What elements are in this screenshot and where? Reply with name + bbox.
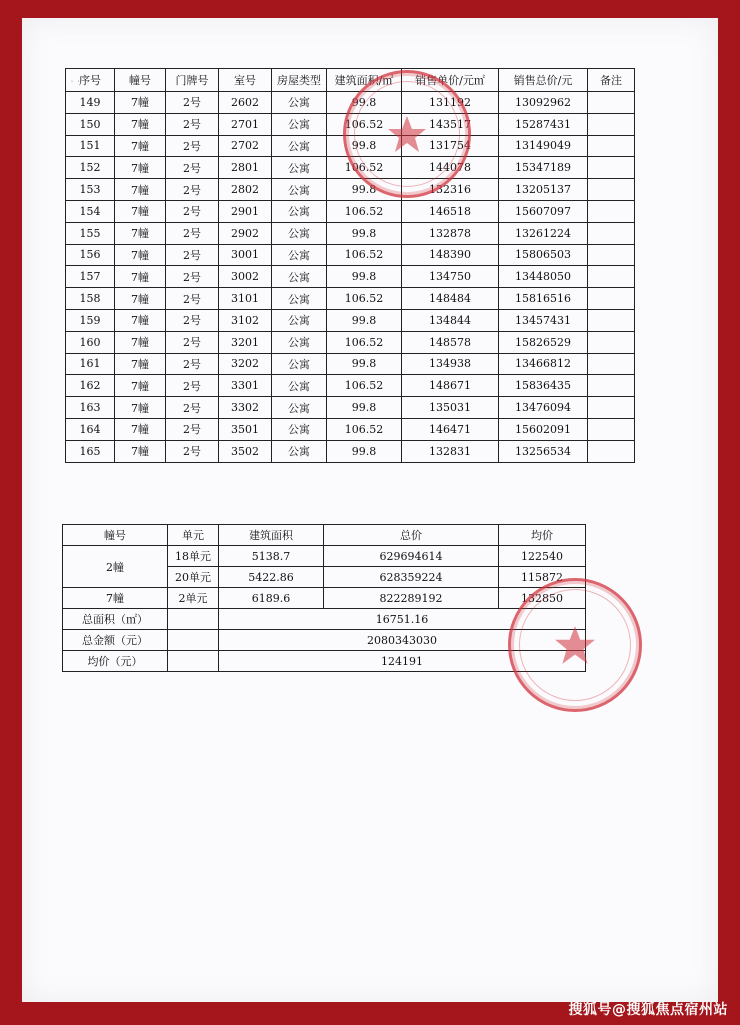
door-cell: 2号 [166,353,219,375]
area-cell: 106.52 [327,331,402,353]
unit-price-cell: 134938 [402,353,499,375]
summary-area-cell: 5138.7 [219,546,324,567]
col-header-type: 房屋类型 [272,69,327,92]
building-cell: 7幢 [115,397,166,419]
table-row [66,157,635,179]
table-row [66,244,635,266]
room-cell: 3102 [219,309,272,331]
area-cell: 106.52 [327,288,402,310]
remark-cell [588,200,635,222]
door-cell: 2号 [166,200,219,222]
type-cell: 公寓 [272,157,327,179]
type-cell: 公寓 [272,222,327,244]
seq-cell: 161 [66,353,115,375]
total-area-row [63,609,586,630]
room-cell: 2602 [219,92,272,114]
building-cell: 7幢 [115,135,166,157]
door-cell: 2号 [166,331,219,353]
remark-cell [588,179,635,201]
room-cell: 3301 [219,375,272,397]
table-row [66,331,635,353]
type-cell: 公寓 [272,331,327,353]
remark-cell [588,375,635,397]
unit-price-cell: 144078 [402,157,499,179]
unit-price-table [65,68,635,463]
total-price-cell: 13092962 [499,92,588,114]
table-header-row [66,69,635,92]
seq-cell: 153 [66,179,115,201]
building-cell: 7幢 [115,418,166,440]
area-cell: 99.8 [327,309,402,331]
remark-cell [588,288,635,310]
building-cell: 7幢 [115,331,166,353]
table-row [66,309,635,331]
total-amount-label: 总金额（元） [63,630,168,651]
door-cell: 2号 [166,113,219,135]
room-cell: 3201 [219,331,272,353]
seq-cell: 163 [66,397,115,419]
seq-cell: 150 [66,113,115,135]
col-header-door: 门牌号 [166,69,219,92]
type-cell: 公寓 [272,92,327,114]
building-cell: 7幢 [115,179,166,201]
seq-cell: 158 [66,288,115,310]
total-area-label: 总面积（㎡） [63,609,168,630]
area-cell: 99.8 [327,353,402,375]
summary-unit-cell: 2单元 [168,588,219,609]
door-cell: 2号 [166,440,219,462]
room-cell: 3101 [219,288,272,310]
unit-price-cell: 148578 [402,331,499,353]
unit-price-cell: 148484 [402,288,499,310]
building-cell: 7幢 [115,266,166,288]
total-price-cell: 13457431 [499,309,588,331]
door-cell: 2号 [166,179,219,201]
avg-price-row [63,651,586,672]
total-price-cell: 13466812 [499,353,588,375]
type-cell: 公寓 [272,418,327,440]
room-cell: 2701 [219,113,272,135]
table-row [66,375,635,397]
total-price-cell: 13448050 [499,266,588,288]
unit-price-cell: 146518 [402,200,499,222]
door-cell: 2号 [166,309,219,331]
total-price-cell: 13256534 [499,440,588,462]
building-cell: 7幢 [115,288,166,310]
seq-cell: 152 [66,157,115,179]
seq-cell: 159 [66,309,115,331]
building-cell: 7幢 [115,440,166,462]
remark-cell [588,157,635,179]
total-area-value: 16751.16 [219,609,586,630]
empty-cell [168,630,219,651]
type-cell: 公寓 [272,375,327,397]
remark-cell [588,440,635,462]
summary-unit-cell: 20单元 [168,567,219,588]
unit-price-cell: 132878 [402,222,499,244]
remark-cell [588,353,635,375]
summary-header-building: 幢号 [63,525,168,546]
building-cell: 7幢 [115,353,166,375]
area-cell: 106.52 [327,418,402,440]
scan-speck: ˙ ˙ [70,80,81,89]
table-row [66,353,635,375]
type-cell: 公寓 [272,135,327,157]
avg-price-value: 124191 [219,651,586,672]
area-cell: 99.8 [327,440,402,462]
summary-header-row [63,525,586,546]
total-price-cell: 15347189 [499,157,588,179]
table-row [66,222,635,244]
total-price-cell: 13205137 [499,179,588,201]
remark-cell [588,92,635,114]
unit-price-cell: 134844 [402,309,499,331]
type-cell: 公寓 [272,179,327,201]
door-cell: 2号 [166,418,219,440]
door-cell: 2号 [166,92,219,114]
total-price-cell: 15602091 [499,418,588,440]
col-header-building: 幢号 [115,69,166,92]
col-header-unit-price: 销售单价/元㎡ [402,69,499,92]
summary-area-cell: 5422.86 [219,567,324,588]
unit-price-cell: 132316 [402,179,499,201]
remark-cell [588,135,635,157]
room-cell: 2702 [219,135,272,157]
building-cell: 7幢 [115,244,166,266]
col-header-remark: 备注 [588,69,635,92]
area-cell: 106.52 [327,200,402,222]
remark-cell [588,397,635,419]
empty-cell [168,651,219,672]
unit-price-cell: 148390 [402,244,499,266]
summary-table [62,524,586,672]
room-cell: 2801 [219,157,272,179]
area-cell: 99.8 [327,92,402,114]
type-cell: 公寓 [272,353,327,375]
total-price-cell: 15816516 [499,288,588,310]
room-cell: 3502 [219,440,272,462]
building-cell: 7幢 [115,92,166,114]
area-cell: 99.8 [327,397,402,419]
summary-header-unit: 单元 [168,525,219,546]
door-cell: 2号 [166,375,219,397]
room-cell: 3202 [219,353,272,375]
table-row [66,418,635,440]
remark-cell [588,113,635,135]
table-row [66,440,635,462]
remark-cell [588,309,635,331]
seq-cell: 160 [66,331,115,353]
type-cell: 公寓 [272,309,327,331]
table-body [66,92,635,463]
unit-price-cell: 148671 [402,375,499,397]
table-row [66,135,635,157]
unit-price-cell: 131192 [402,92,499,114]
unit-price-cell: 131754 [402,135,499,157]
summary-total-cell: 628359224 [324,567,499,588]
col-header-total-price: 销售总价/元 [499,69,588,92]
seq-cell: 157 [66,266,115,288]
table-row [66,113,635,135]
summary-avg-cell: 132850 [499,588,586,609]
area-cell: 106.52 [327,375,402,397]
room-cell: 3501 [219,418,272,440]
area-cell: 99.8 [327,222,402,244]
total-amount-value: 2080343030 [219,630,586,651]
building-cell: 7幢 [115,200,166,222]
unit-price-cell: 146471 [402,418,499,440]
summary-building-cell: 2幢 [63,546,168,588]
summary-header-total: 总价 [324,525,499,546]
summary-header-avg: 均价 [499,525,586,546]
building-cell: 7幢 [115,222,166,244]
type-cell: 公寓 [272,113,327,135]
door-cell: 2号 [166,244,219,266]
area-cell: 99.8 [327,135,402,157]
door-cell: 2号 [166,222,219,244]
unit-price-cell: 135031 [402,397,499,419]
table-row [66,397,635,419]
area-cell: 106.52 [327,157,402,179]
remark-cell [588,266,635,288]
col-header-area: 建筑面积/㎡ [327,69,402,92]
unit-price-cell: 134750 [402,266,499,288]
total-price-cell: 15836435 [499,375,588,397]
total-amount-row [63,630,586,651]
avg-price-label: 均价（元） [63,651,168,672]
remark-cell [588,418,635,440]
summary-row [63,546,586,567]
summary-building-cell: 7幢 [63,588,168,609]
type-cell: 公寓 [272,244,327,266]
building-cell: 7幢 [115,375,166,397]
type-cell: 公寓 [272,200,327,222]
seq-cell: 165 [66,440,115,462]
door-cell: 2号 [166,288,219,310]
type-cell: 公寓 [272,397,327,419]
door-cell: 2号 [166,397,219,419]
total-price-cell: 15287431 [499,113,588,135]
summary-avg-cell: 115872 [499,567,586,588]
area-cell: 99.8 [327,179,402,201]
table-row [66,288,635,310]
area-cell: 106.52 [327,113,402,135]
door-cell: 2号 [166,157,219,179]
table-row [66,179,635,201]
summary-header-area: 建筑面积 [219,525,324,546]
empty-cell [168,609,219,630]
building-cell: 7幢 [115,309,166,331]
type-cell: 公寓 [272,266,327,288]
seq-cell: 155 [66,222,115,244]
summary-total-cell: 629694614 [324,546,499,567]
total-price-cell: 15607097 [499,200,588,222]
room-cell: 3302 [219,397,272,419]
table-row [66,92,635,114]
total-price-cell: 15806503 [499,244,588,266]
summary-total-cell: 822289192 [324,588,499,609]
door-cell: 2号 [166,135,219,157]
remark-cell [588,331,635,353]
building-cell: 7幢 [115,157,166,179]
area-cell: 106.52 [327,244,402,266]
total-price-cell: 13149049 [499,135,588,157]
summary-unit-cell: 18单元 [168,546,219,567]
type-cell: 公寓 [272,440,327,462]
table-row [66,200,635,222]
area-cell: 99.8 [327,266,402,288]
col-header-seq: 序号 [66,69,115,92]
seq-cell: 164 [66,418,115,440]
table-row [66,266,635,288]
room-cell: 3002 [219,266,272,288]
type-cell: 公寓 [272,288,327,310]
seq-cell: 154 [66,200,115,222]
door-cell: 2号 [166,266,219,288]
seq-cell: 151 [66,135,115,157]
summary-avg-cell: 122540 [499,546,586,567]
seq-cell: 149 [66,92,115,114]
total-price-cell: 15826529 [499,331,588,353]
building-cell: 7幢 [115,113,166,135]
total-price-cell: 13476094 [499,397,588,419]
room-cell: 2901 [219,200,272,222]
col-header-room: 室号 [219,69,272,92]
seq-cell: 156 [66,244,115,266]
remark-cell [588,244,635,266]
summary-row [63,588,586,609]
unit-price-cell: 132831 [402,440,499,462]
unit-price-cell: 143517 [402,113,499,135]
watermark-text: 搜狐号@搜狐焦点宿州站 [568,1002,728,1018]
total-price-cell: 13261224 [499,222,588,244]
room-cell: 2802 [219,179,272,201]
summary-area-cell: 6189.6 [219,588,324,609]
room-cell: 3001 [219,244,272,266]
seq-cell: 162 [66,375,115,397]
room-cell: 2902 [219,222,272,244]
remark-cell [588,222,635,244]
